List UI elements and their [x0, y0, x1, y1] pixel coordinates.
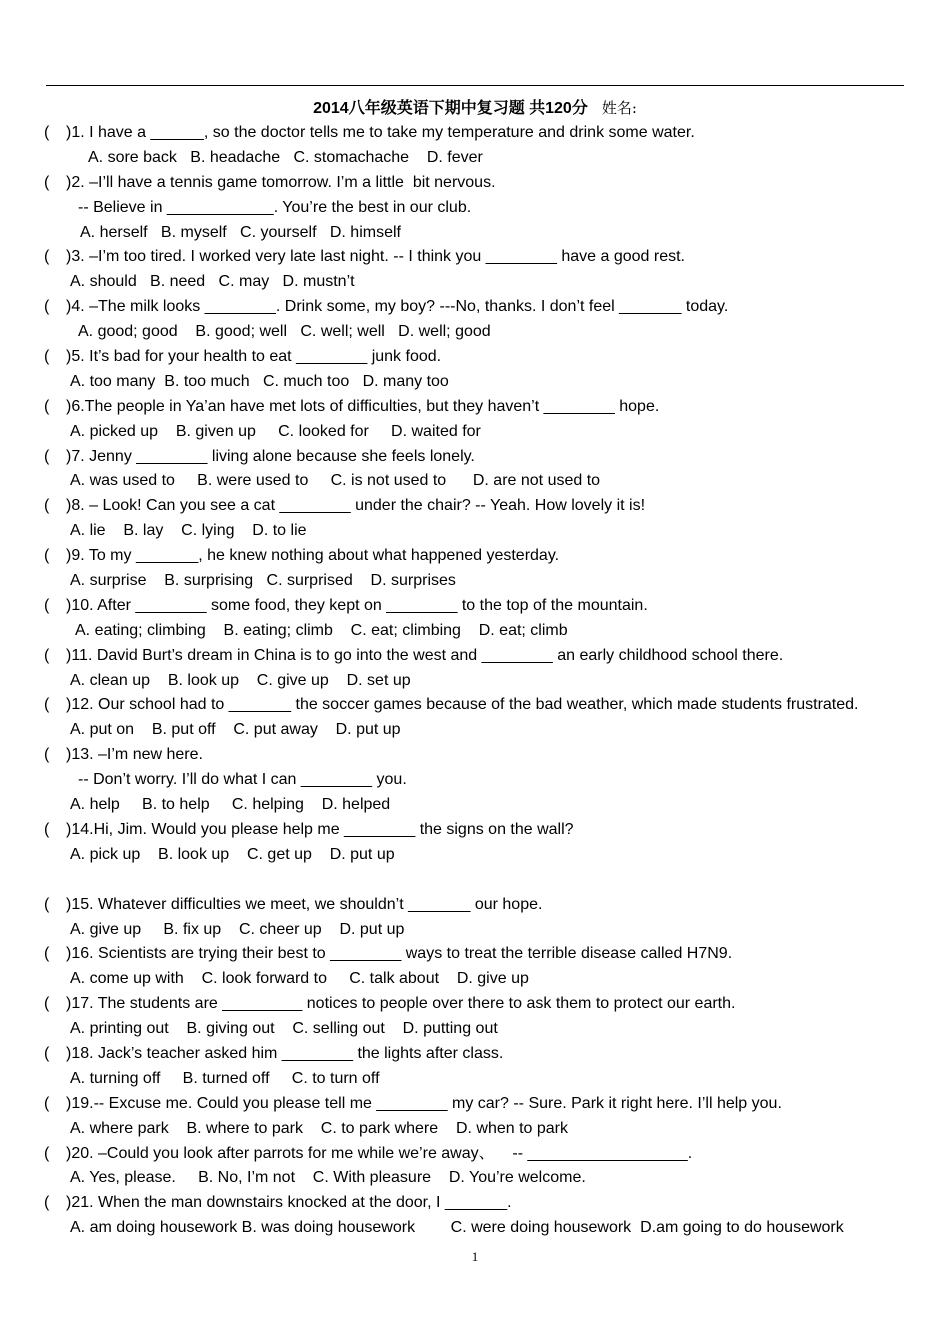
question-stem: [44, 494, 914, 519]
question-text: )4. –The milk looks ________. Drink some, my boy? ---No, thanks. I don’t feel _______ today.: [66, 298, 729, 316]
question-text: )11. David Burt’s dream in China is to go into the west and ________ an early childhood school there.: [66, 646, 784, 664]
question-text: )19.-- Excuse me. Could you please tell me ________ my car? -- Sure. Park it right here. I’ll help you.: [66, 1094, 782, 1112]
answer-paren: (: [44, 497, 50, 515]
question-text: )5. It’s bad for your health to eat ________ junk food.: [66, 348, 442, 366]
question-text: )15. Whatever difficulties we meet, we shouldn’t _______ our hope.: [66, 895, 543, 913]
answer-options: A. give up B. fix up C. cheer up D. put up: [70, 920, 405, 938]
answer-options: A. Yes, please. B. No, I’m not C. With pleasure D. You’re welcome.: [70, 1169, 586, 1187]
question-list: [44, 121, 914, 1241]
question-stem: [44, 121, 914, 146]
answer-paren: (: [44, 447, 50, 465]
answer-paren: (: [44, 746, 50, 764]
question-stem: [44, 445, 914, 470]
answer-paren: (: [44, 397, 50, 415]
answer-paren: (: [44, 124, 50, 141]
answer-options: A. pick up B. look up C. get up D. put up: [70, 845, 395, 863]
question-stem: [44, 693, 914, 718]
question-text: )12. Our school had to _______ the soccer games because of the bad weather, which made students frustrated.: [66, 696, 859, 714]
exam-title: 2014八年级英语下期中复习题 共120分: [313, 100, 588, 117]
question-stem: [44, 743, 914, 768]
answer-options: A. picked up B. given up C. looked for D. waited for: [70, 422, 481, 440]
question-stem: [44, 1092, 914, 1117]
answer-paren: (: [44, 895, 50, 913]
answer-options: A. am doing housework B. was doing housework C. were doing housework D.am going to do housework: [70, 1219, 844, 1237]
question-stem: [44, 893, 914, 918]
question-line: -- Don’t worry. I’ll do what I can ________ you.: [78, 771, 407, 789]
answer-paren: (: [44, 995, 50, 1013]
answer-options: A. where park B. where to park C. to park where D. when to park: [70, 1119, 568, 1137]
answer-options: A. eating; climbing B. eating; climb C. eat; climbing D. eat; climb: [75, 621, 568, 639]
question-stem: [44, 544, 914, 569]
answer-options: A. surprise B. surprising C. surprised D. surprises: [70, 572, 456, 590]
answer-paren: (: [44, 298, 50, 316]
page-title: [0, 98, 950, 119]
answer-options: A. printing out B. giving out C. selling out D. putting out: [70, 1020, 498, 1038]
question-stem: [44, 942, 914, 967]
question-text: )18. Jack’s teacher asked him ________ the lights after class.: [66, 1044, 504, 1062]
answer-paren: (: [44, 348, 50, 366]
question-text: )16. Scientists are trying their best to ________ ways to treat the terrible disease called H7N9.: [66, 945, 733, 963]
question-stem: [44, 818, 914, 843]
question-text: )2. –I’ll have a tennis game tomorrow. I’m a little bit nervous.: [66, 173, 496, 191]
answer-paren: (: [44, 696, 50, 714]
answer-options: A. should B. need C. may D. mustn’t: [70, 273, 355, 291]
answer-options: A. lie B. lay C. lying D. to lie: [70, 522, 307, 540]
question-text: )1. I have a ______, so the doctor tells me to take my temperature and drink some water.: [66, 124, 695, 141]
question-stem: [44, 1142, 914, 1167]
question-stem: [44, 1042, 914, 1067]
question-line: -- Believe in ____________. You’re the best in our club.: [78, 198, 472, 216]
answer-options: A. turning off B. turned off C. to turn off: [70, 1069, 380, 1087]
question-text: )3. –I’m too tired. I worked very late last night. -- I think you ________ have a good rest.: [66, 248, 685, 266]
question-text: )10. After ________ some food, they kept on ________ to the top of the mountain.: [66, 596, 648, 614]
question-stem: [44, 295, 914, 320]
answer-options: A. clean up B. look up C. give up D. set up: [70, 671, 411, 689]
question-text: )17. The students are _________ notices to people over there to ask them to protect our earth.: [66, 995, 736, 1013]
answer-options: A. help B. to help C. helping D. helped: [70, 796, 391, 814]
answer-paren: (: [44, 1044, 50, 1062]
answer-options: A. herself B. myself C. yourself D. himself: [80, 223, 401, 241]
question-stem: [44, 594, 914, 619]
question-text: )20. –Could you look after parrots for me while we’re away、 -- __________________.: [66, 1144, 693, 1162]
answer-paren: (: [44, 173, 50, 191]
answer-options: A. good; good B. good; well C. well; well D. well; good: [78, 323, 491, 341]
question-text: )21. When the man downstairs knocked at the door, I _______.: [66, 1194, 512, 1212]
question-stem: [44, 1191, 914, 1216]
question-stem: [44, 395, 914, 420]
answer-paren: (: [44, 646, 50, 664]
question-stem: [44, 345, 914, 370]
answer-options: A. sore back B. headache C. stomachache D. fever: [88, 148, 483, 166]
name-label: 姓名:: [601, 99, 637, 117]
answer-options: A. come up with C. look forward to C. talk about D. give up: [70, 970, 529, 988]
question-text: )14.Hi, Jim. Would you please help me ________ the signs on the wall?: [66, 820, 574, 838]
answer-paren: (: [44, 820, 50, 838]
answer-options: A. too many B. too much C. much too D. many too: [70, 372, 449, 390]
question-text: )6.The people in Ya’an have met lots of difficulties, but they haven’t ________ hope.: [66, 397, 660, 415]
answer-options: A. put on B. put off C. put away D. put up: [70, 721, 401, 739]
answer-paren: (: [44, 1094, 50, 1112]
answer-options: A. was used to B. were used to C. is not used to D. are not used to: [70, 472, 601, 490]
answer-paren: (: [44, 547, 50, 565]
question-stem: [44, 171, 914, 196]
answer-paren: (: [44, 248, 50, 266]
question-text: )13. –I’m new here.: [66, 746, 203, 764]
answer-paren: (: [44, 1194, 50, 1212]
header-rule: [46, 85, 904, 86]
answer-paren: (: [44, 945, 50, 963]
question-text: )8. – Look! Can you see a cat ________ under the chair? -- Yeah. How lovely it is!: [66, 497, 646, 515]
question-text: )7. Jenny ________ living alone because she feels lonely.: [66, 447, 475, 465]
question-stem: [44, 992, 914, 1017]
answer-paren: (: [44, 1144, 50, 1162]
blank-line: [44, 868, 914, 893]
question-stem: [44, 245, 914, 270]
question-stem: [44, 644, 914, 669]
question-text: )9. To my _______, he knew nothing about what happened yesterday.: [66, 547, 560, 565]
page-number: 1: [471, 1249, 479, 1264]
answer-paren: (: [44, 596, 50, 614]
